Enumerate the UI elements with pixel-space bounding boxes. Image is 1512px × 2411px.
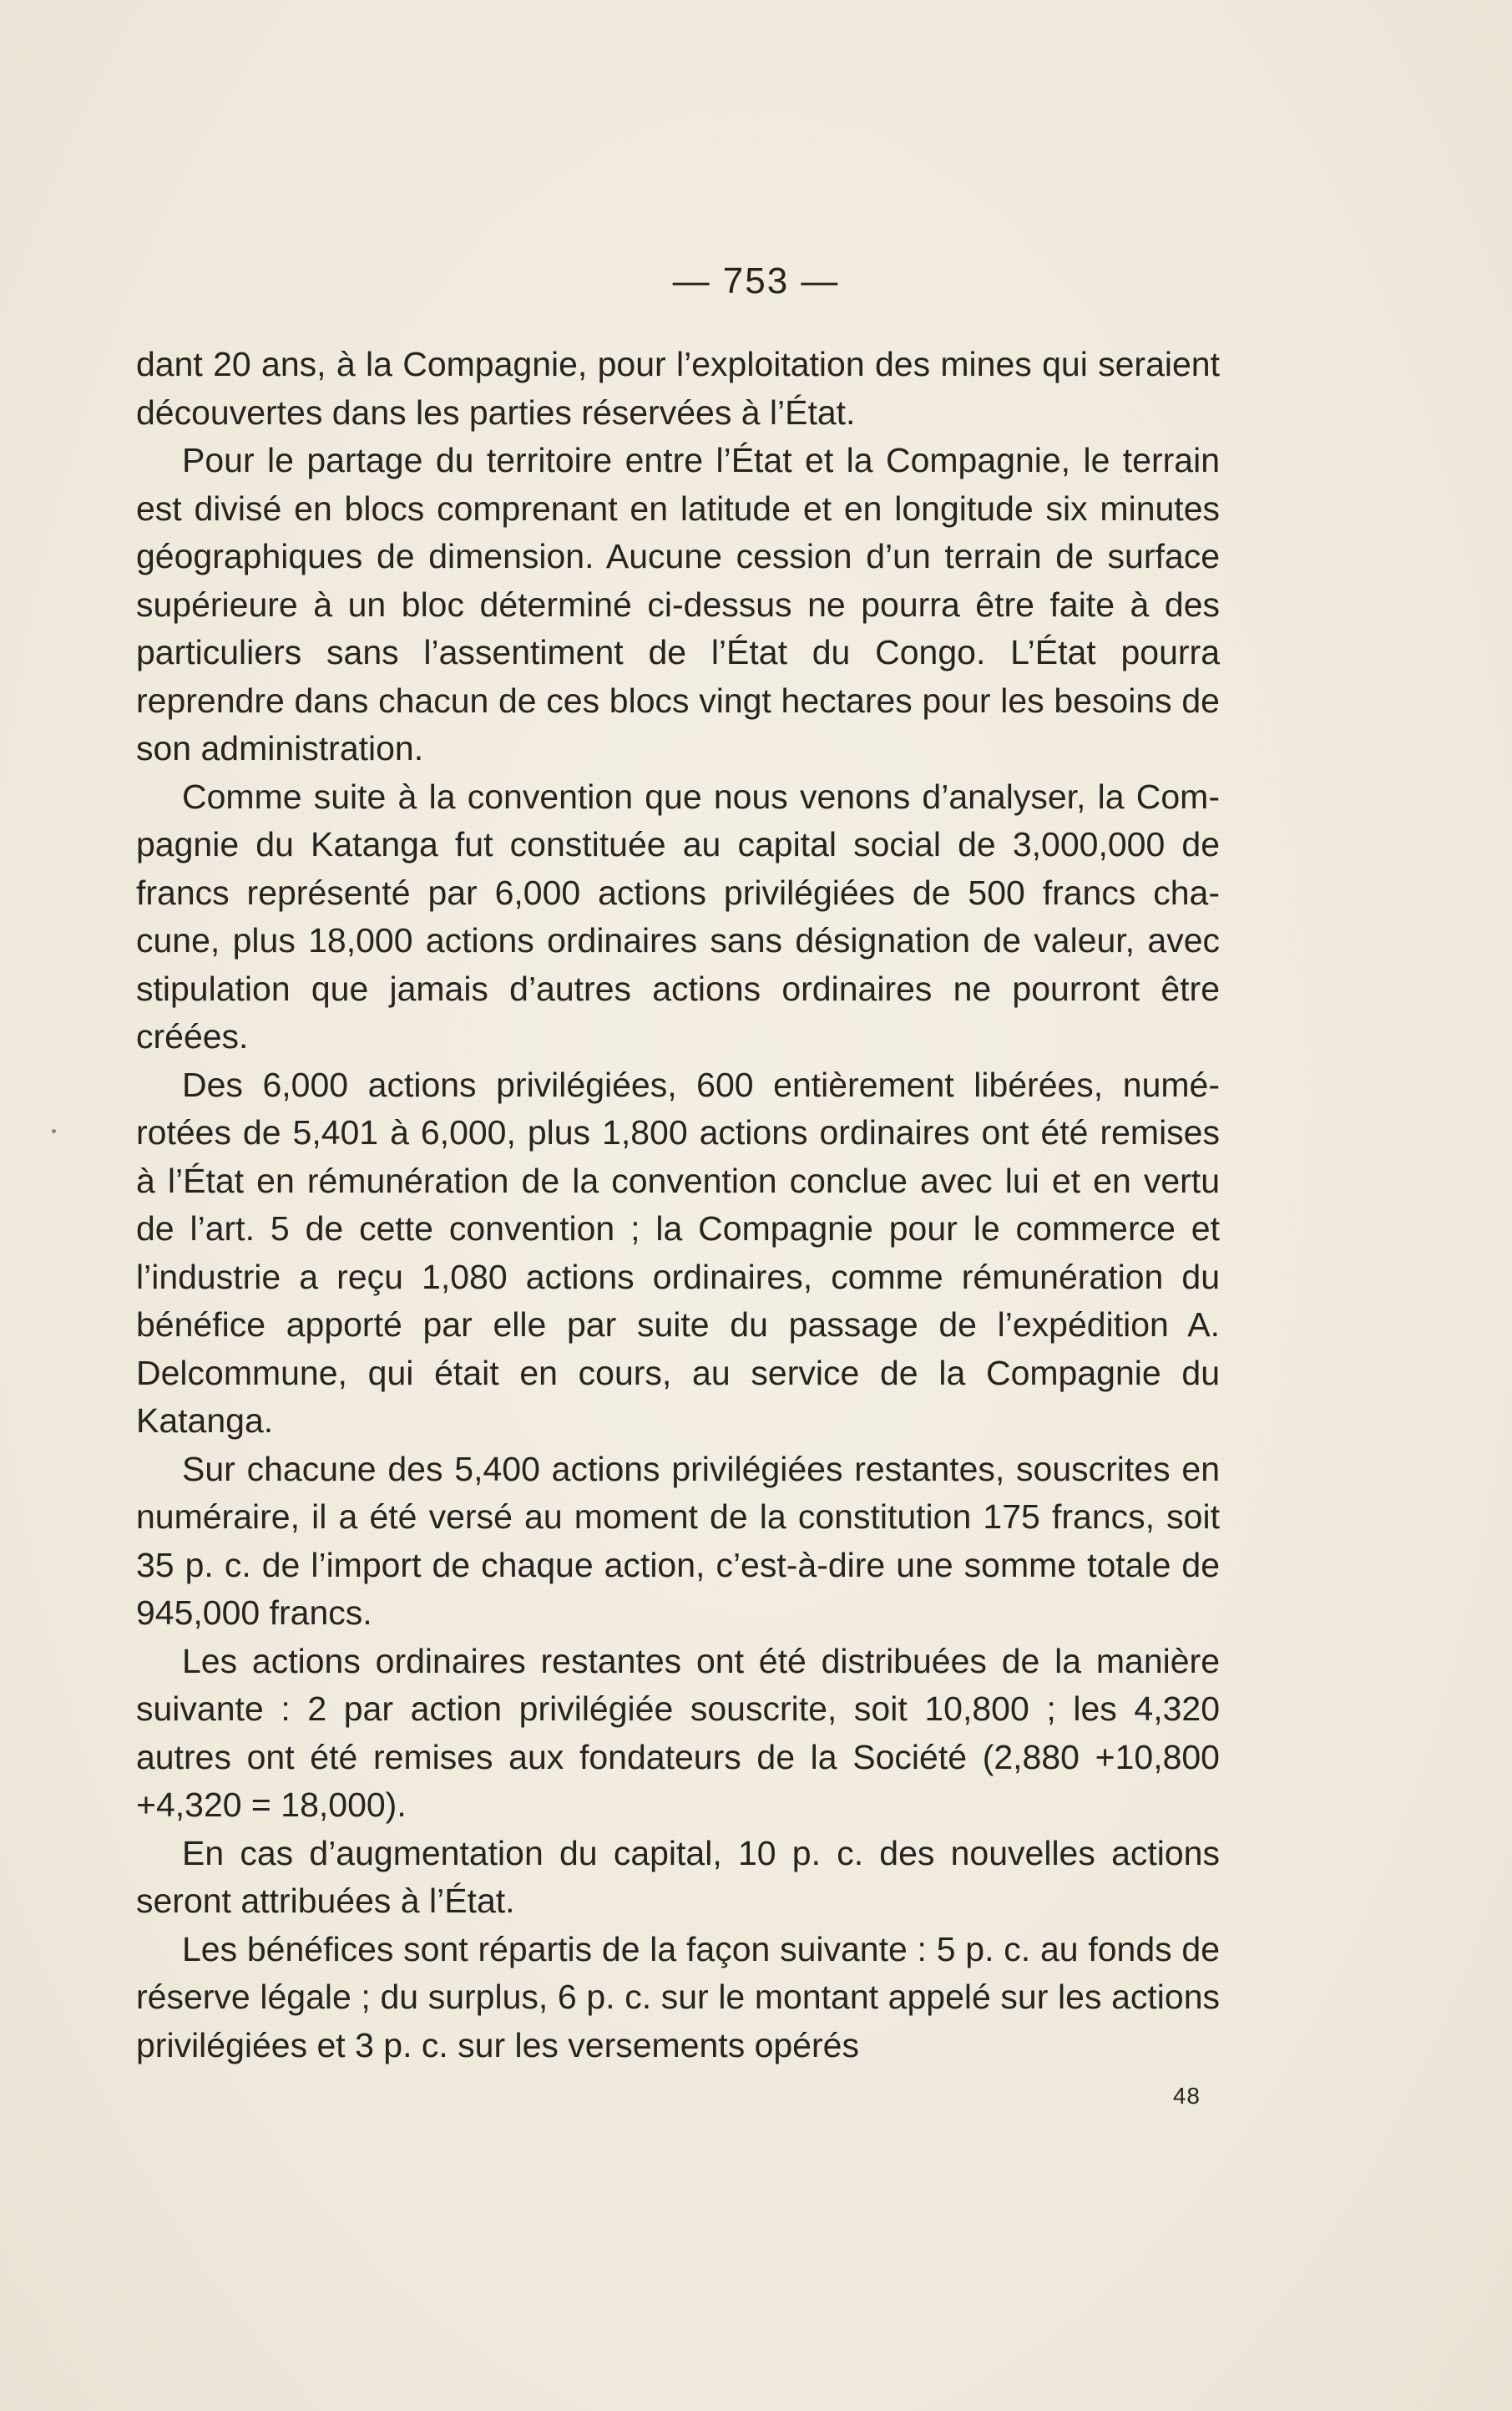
paper-speck — [52, 1129, 56, 1133]
body-text — [136, 341, 1220, 2069]
paragraph-company-capital: Comme suite à la convention que nous venons d’analyser, la Compagnie du Katanga fut constituée au capital social de 3,000,000 de francs représenté par 6,000 actions privilégiées de 500 francs chacune, plus 18,000 actions ordinaires sans désignation de valeur, avec stipulation que jamais d’autres actions ordinaires ne pourront être créées. — [136, 777, 1220, 1056]
paragraph-privileged-shares: Des 6,000 actions privilégiées, 600 entièrement libérées, numérotées de 5,401 à 6,000, plus 1,800 actions ordinaires ont été remises à l’État en rémunération de la convention conclue avec lui et en vertu de l’art. 5 de cette convention ; la Compagnie pour le commerce et l’industrie a reçu 1,080 actions ordinaires, comme rémunération du bénéfice apporté par elle par suite du passage de l’expédition A. Delcommune, qui était en cours, au service de la Compagnie du Katanga. — [136, 1065, 1220, 1440]
paragraph-capital-increase: En cas d’augmentation du capital, 10 p. c. des nouvelles actions seront attribuées à l’État. — [136, 1833, 1220, 1920]
paragraph-subscription: Sur chacune des 5,400 actions privilégiées restantes, souscrites en numéraire, il a été versé au moment de la constitution 175 francs, soit 35 p. c. de l’import de chaque action, c’est-à-dire une somme totale de 945,000 francs. — [136, 1449, 1220, 1632]
paragraph-territory-division: Pour le partage du territoire entre l’État et la Compagnie, le terrain est divisé en blocs comprenant en latitude et en longitude six minutes géographiques de dimension. Aucune cession d’un terrain de surface supérieure à un bloc déterminé ci-dessus ne pourra être faite à des particuliers sans l’assentiment de l’État du Congo. L’État pourra reprendre dans chacun de ces blocs vingt hectares pour les besoins de son administration. — [136, 441, 1220, 767]
paragraph-profits: Les bénéfices sont répartis de la façon suivante : 5 p. c. au fonds de réserve légale ; du surplus, 6 p. c. sur le montant appelé sur les actions privilégiées et 3 p. c. sur les versements opérés — [136, 1929, 1220, 2064]
paragraph-ordinary-shares: Les actions ordinaires restantes ont été distribuées de la manière suivante : 2 par action privilégiée souscrite, soit 10,800 ; les 4,320 autres ont été remises aux fondateurs de la Société (2,880 +10,800 +4,320 = 18,000). — [136, 1641, 1220, 1824]
signature-mark: 48 — [1172, 2083, 1201, 2109]
paragraph-continuation: dant 20 ans, à la Compagnie, pour l’exploitation des mines qui seraient découvertes dans les parties réservées à l’État. — [136, 345, 1220, 432]
page-number: — 753 — — [672, 261, 840, 301]
